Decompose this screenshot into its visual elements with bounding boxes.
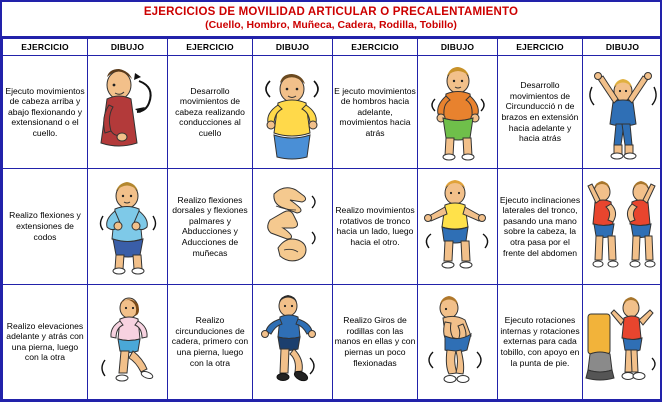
exercise-figure [583,284,662,399]
header-dibujo-1: DIBUJO [88,39,168,56]
exercise-text: Realizo movimientos rotativos de tronco hacia un lado, luego hacia el otro. [333,169,418,284]
exercise-table [2,38,662,400]
person-hip-circumduction-icon [254,292,332,392]
person-leg-swing-icon [89,292,167,392]
exercise-figure [88,56,168,169]
title-line-1: EJERCICIOS DE MOVILIDAD ARTICULAR O PRECALENTAMIENTO [143,6,519,18]
person-neck-flexion-extension-icon [89,63,167,161]
header-ejercicio-4: EJERCICIO [498,39,583,56]
sheet-title [2,2,660,38]
exercise-figure [583,56,662,169]
exercise-text: Realizo Giros de rodillas con las manos en ellas y con piernas un poco flexionadas [333,284,418,399]
header-dibujo-3: DIBUJO [418,39,498,56]
hands-wrist-flexion-icon [254,176,332,276]
exercise-text: Realizo circunduciones de cadera, primero con una pierna, luego con la otra [168,284,253,399]
exercise-figure [253,56,333,169]
exercise-text: Ejecuto rotaciones internas y rotaciones externas para cada tobillo, con apoyo en la punta de pie. [498,284,583,399]
person-knee-rotation-icon [419,292,497,392]
table-row [3,169,662,284]
header-ejercicio-3: EJERCICIO [333,39,418,56]
exercise-figure [418,284,498,399]
header-ejercicio-2: EJERCICIO [168,39,253,56]
exercise-text: Realizo flexiones y extensiones de codos [3,169,88,284]
ankle-rotation-figures-icon [584,292,662,392]
exercise-text: Desarrollo movimientos de cabeza realizando conducciones al cuello [168,56,253,169]
header-dibujo-4: DIBUJO [583,39,662,56]
exercise-figure [88,284,168,399]
header-dibujo-2: DIBUJO [253,39,333,56]
exercise-figure [88,169,168,284]
exercise-text: Realizo elevaciones adelante y atrás con una pierna, luego con la otra [3,284,88,399]
person-elbow-flexion-icon [89,176,167,276]
person-neck-rotation-icon [254,63,332,161]
person-trunk-rotation-icon [419,176,497,276]
two-people-lateral-bend-icon [584,176,662,276]
table-row [3,284,662,399]
exercise-figure [583,169,662,284]
exercise-figure [418,56,498,169]
exercise-text: E jecuto movimientos de hombros hacia adelante, movimientos hacia atrás [333,56,418,169]
title-line-2: (Cuello, Hombro, Muñeca, Cadera, Rodilla, Tobillo) [205,19,457,31]
table-header-row [3,39,662,56]
exercise-figure [253,284,333,399]
header-ejercicio-1: EJERCICIO [3,39,88,56]
exercise-figure [253,169,333,284]
exercise-text: Ejecuto inclinaciones laterales del tronco, pasando una mano sobre la cabeza, la otra pasa por el frente del abdomen [498,169,583,284]
exercise-figure [418,169,498,284]
exercise-text: Desarrollo movimientos de Circunducció n de brazos en extensión hacia adelante y hacia atrás [498,56,583,169]
exercise-text: Realizo flexiones dorsales y flexiones palmares y Abducciones y Aducciones de muñecas [168,169,253,284]
person-shoulder-circles-icon [419,63,497,161]
table-row [3,56,662,169]
person-arm-circumduction-icon [584,63,662,161]
exercise-text: Ejecuto movimientos de cabeza arriba y abajo flexionando y extensionand o el cuello. [3,56,88,169]
